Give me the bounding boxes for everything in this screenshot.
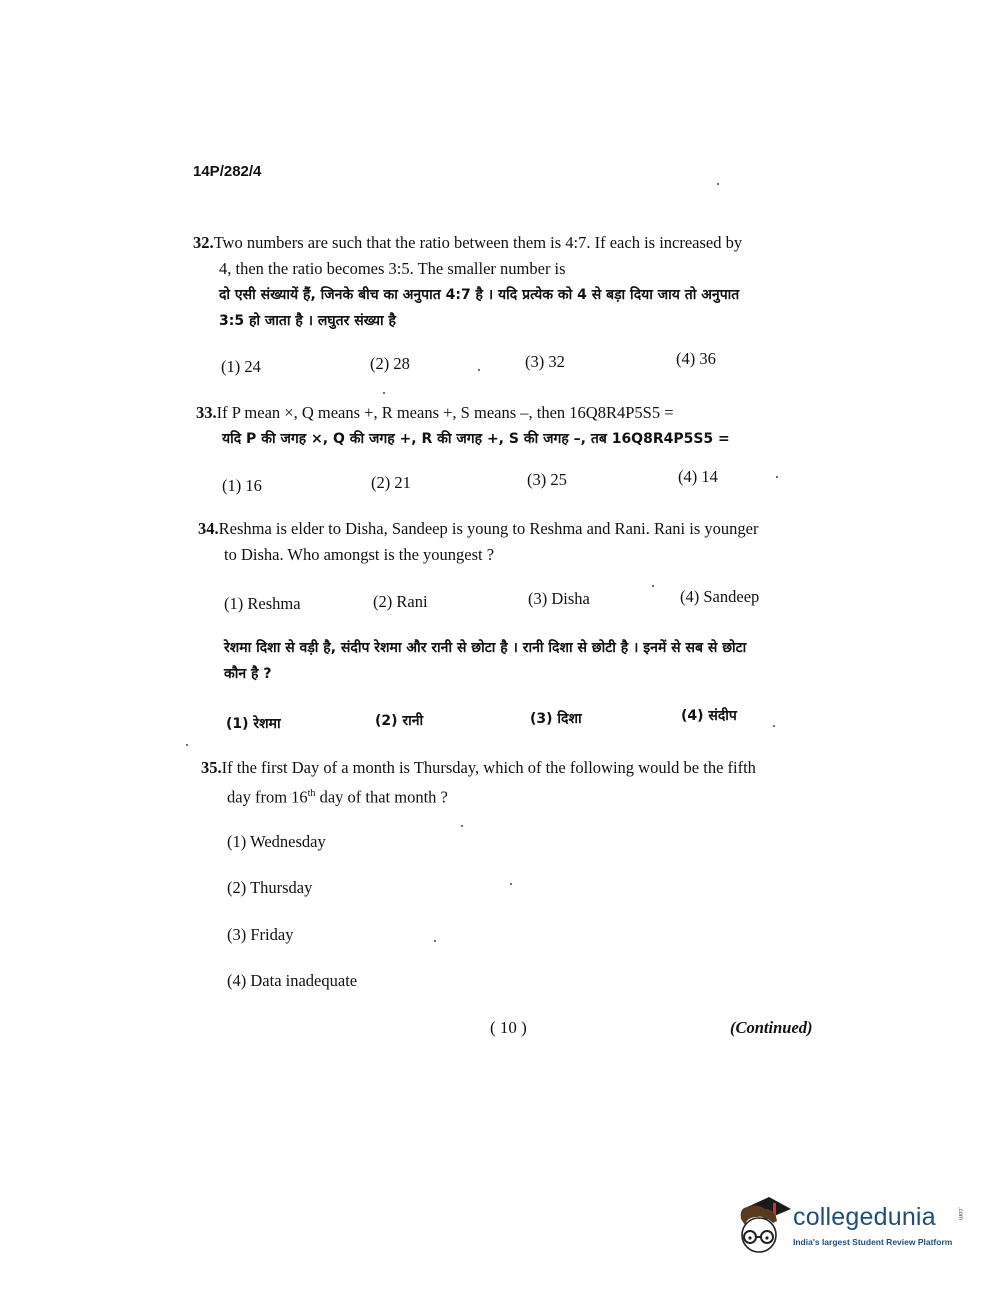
scan-speck [652,585,654,587]
question-text: Reshma is elder to Disha, Sandeep is young to Reshma and Rani. Rani is younger [218,519,759,538]
question-text-hindi: 3:5 हो जाता है । लघुतर संख्या है [219,313,396,329]
question-number: 32. [193,233,214,252]
option: (3) Friday [227,925,294,944]
brand-tagline: India's largest Student Review Platform [793,1237,953,1247]
scan-speck [776,476,778,478]
question-text: If P mean ×, Q means +, R means +, S means –, then 16Q8R4P5S5 = [216,403,674,422]
option: (1) 16 [222,476,262,495]
option-hindi: (4) संदीप [681,708,737,724]
question-text-hindi: दो एसी संख्यायें हैं, जिनके बीच का अनुपात 4:7 है । यदि प्रत्येक को 4 से बड़ा दिया जाय तो अनुपात [219,287,740,303]
question-number: 35. [201,758,222,777]
option: (1) 24 [221,357,261,376]
question-text-hindi: रेशमा दिशा से वड़ी है, संदीप रेशमा और रानी से छोटा है । रानी दिशा से छोटी है । इनमें से सब से छोटा [224,640,747,656]
question-text: day from 16th day of that month ? [227,787,448,807]
option-hindi: (2) रानी [375,713,424,729]
question-34-hindi [224,635,746,687]
scan-speck [478,369,480,371]
question-number: 34. [198,519,219,538]
question-number: 33. [196,403,217,422]
option: (3) 32 [525,352,565,371]
question-text-hindi: कौन है ? [224,666,272,682]
brand-name: collegedunia [793,1203,936,1231]
scan-speck [773,725,775,727]
question-35 [201,755,756,811]
scan-speck [461,825,463,827]
collegedunia-logo [735,1195,963,1264]
option: (2) Thursday [227,878,313,897]
scan-speck [717,183,719,185]
option: (3) 25 [527,470,567,489]
scan-speck [186,744,188,746]
brand-suffix: .com [957,1207,963,1221]
option: (2) 28 [370,354,410,373]
paper-code: 14P/282/4 [193,163,262,180]
continued-label: (Continued) [730,1018,813,1037]
option-hindi: (3) दिशा [530,711,582,727]
option: (4) 14 [678,467,718,486]
page-number: ( 10 ) [490,1018,527,1037]
question-32 [193,230,742,334]
option: (4) Sandeep [680,587,760,606]
scan-speck [510,883,512,885]
option: (4) Data inadequate [227,971,358,990]
question-34 [198,516,758,568]
question-text: to Disha. Who amongst is the youngest ? [224,545,495,564]
option: (2) Rani [373,592,428,611]
question-text: If the first Day of a month is Thursday, which of the following would be the fifth [221,758,756,777]
scan-speck [434,940,436,942]
option: (3) Disha [528,589,590,608]
question-33 [196,400,730,452]
option-hindi: (1) रेशमा [226,716,281,732]
option: (2) 21 [371,473,411,492]
scan-speck [383,392,385,394]
question-text: Two numbers are such that the ratio between them is 4:7. If each is increased by [213,233,743,252]
question-text-hindi: यदि P की जगह ×, Q की जगह +, R की जगह +, S की जगह –, तब 16Q8R4P5S5 = [222,431,730,447]
option: (4) 36 [676,349,716,368]
option: (1) Wednesday [227,832,326,851]
question-text: 4, then the ratio becomes 3:5. The smaller number is [219,259,566,278]
option: (1) Reshma [224,594,301,613]
mascot-icon [735,1195,791,1259]
